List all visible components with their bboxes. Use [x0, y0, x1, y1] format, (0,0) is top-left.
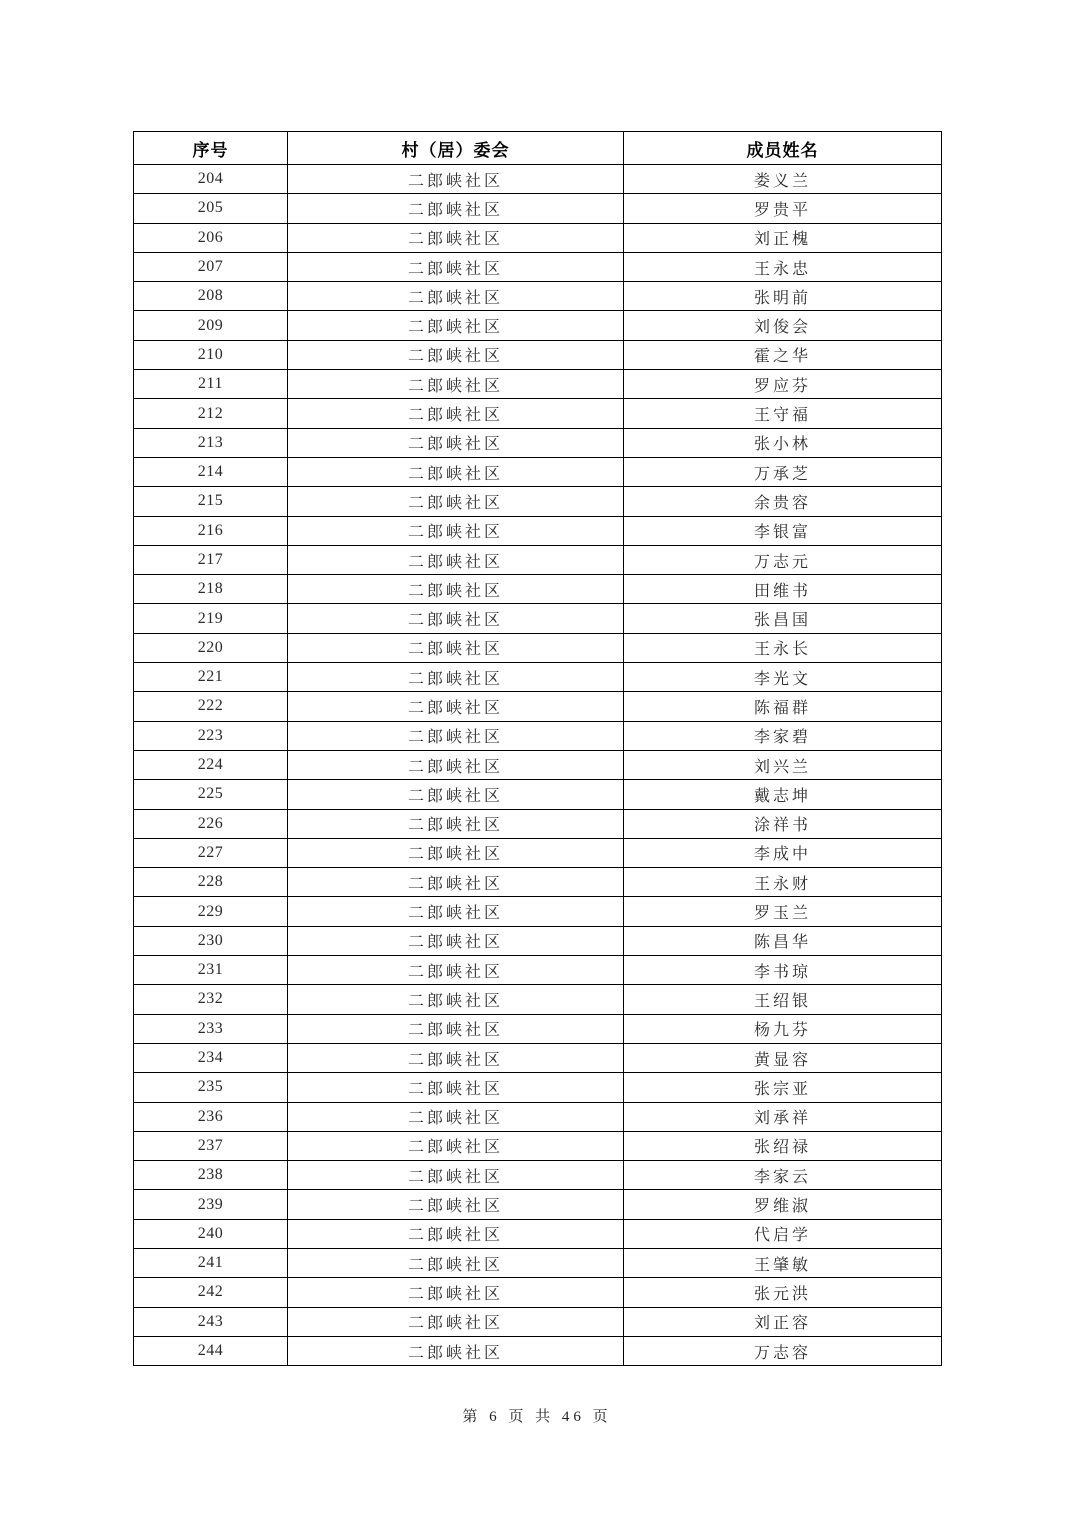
cell-committee: 二郎峡社区: [288, 1131, 624, 1160]
cell-no: 212: [134, 399, 288, 428]
table-header-row: [134, 132, 942, 165]
cell-committee: 二郎峡社区: [288, 897, 624, 926]
cell-name: 王绍银: [624, 985, 942, 1014]
col-header-index: 序号: [134, 132, 288, 165]
cell-no: 225: [134, 780, 288, 809]
cell-committee: 二郎峡社区: [288, 956, 624, 985]
cell-name: 田维书: [624, 575, 942, 604]
table-row: [134, 1073, 942, 1102]
cell-committee: 二郎峡社区: [288, 604, 624, 633]
cell-name: 张元洪: [624, 1278, 942, 1307]
cell-name: 刘正容: [624, 1307, 942, 1336]
table-row: [134, 1102, 942, 1131]
cell-committee: 二郎峡社区: [288, 545, 624, 574]
cell-committee: 二郎峡社区: [288, 721, 624, 750]
cell-no: 205: [134, 194, 288, 223]
table-row: [134, 633, 942, 662]
table-row: [134, 1278, 942, 1307]
table-row: [134, 780, 942, 809]
cell-name: 涂祥书: [624, 809, 942, 838]
cell-no: 232: [134, 985, 288, 1014]
table-row: [134, 956, 942, 985]
cell-no: 235: [134, 1073, 288, 1102]
cell-committee: 二郎峡社区: [288, 194, 624, 223]
cell-name: 罗贵平: [624, 194, 942, 223]
cell-committee: 二郎峡社区: [288, 985, 624, 1014]
cell-no: 227: [134, 838, 288, 867]
table-row: [134, 311, 942, 340]
table-row: [134, 926, 942, 955]
cell-committee: 二郎峡社区: [288, 487, 624, 516]
cell-name: 黄显容: [624, 1043, 942, 1072]
cell-no: 215: [134, 487, 288, 516]
cell-name: 罗应芬: [624, 370, 942, 399]
col-header-committee: 村（居）委会: [288, 132, 624, 165]
cell-name: 娄义兰: [624, 165, 942, 194]
cell-no: 236: [134, 1102, 288, 1131]
cell-committee: 二郎峡社区: [288, 1336, 624, 1365]
cell-committee: 二郎峡社区: [288, 311, 624, 340]
cell-name: 王永长: [624, 633, 942, 662]
cell-committee: 二郎峡社区: [288, 633, 624, 662]
cell-committee: 二郎峡社区: [288, 340, 624, 369]
cell-committee: 二郎峡社区: [288, 1248, 624, 1277]
cell-committee: 二郎峡社区: [288, 1014, 624, 1043]
table-row: [134, 1161, 942, 1190]
cell-committee: 二郎峡社区: [288, 399, 624, 428]
cell-no: 214: [134, 457, 288, 486]
cell-committee: 二郎峡社区: [288, 370, 624, 399]
table-row: [134, 487, 942, 516]
table-row: [134, 575, 942, 604]
table-row: [134, 1248, 942, 1277]
cell-name: 代启学: [624, 1219, 942, 1248]
cell-name: 张小林: [624, 428, 942, 457]
cell-name: 戴志坤: [624, 780, 942, 809]
cell-committee: 二郎峡社区: [288, 1073, 624, 1102]
table-row: [134, 985, 942, 1014]
cell-name: 张宗亚: [624, 1073, 942, 1102]
cell-name: 李光文: [624, 663, 942, 692]
table-row: [134, 516, 942, 545]
cell-committee: 二郎峡社区: [288, 1102, 624, 1131]
cell-no: 217: [134, 545, 288, 574]
cell-name: 王永忠: [624, 252, 942, 281]
cell-committee: 二郎峡社区: [288, 428, 624, 457]
cell-committee: 二郎峡社区: [288, 692, 624, 721]
cell-committee: 二郎峡社区: [288, 1190, 624, 1219]
cell-name: 万承芝: [624, 457, 942, 486]
table-row: [134, 165, 942, 194]
cell-no: 239: [134, 1190, 288, 1219]
cell-name: 王永财: [624, 868, 942, 897]
table-row: [134, 194, 942, 223]
cell-name: 王肇敏: [624, 1248, 942, 1277]
table-row: [134, 1336, 942, 1365]
table-row: [134, 223, 942, 252]
table-row: [134, 428, 942, 457]
cell-no: 231: [134, 956, 288, 985]
members-table: [133, 131, 942, 1366]
page-number-text: 第 6 页 共 46 页: [462, 1409, 612, 1425]
cell-committee: 二郎峡社区: [288, 282, 624, 311]
cell-name: 张明前: [624, 282, 942, 311]
cell-committee: 二郎峡社区: [288, 1161, 624, 1190]
cell-no: 243: [134, 1307, 288, 1336]
cell-name: 万志元: [624, 545, 942, 574]
cell-name: 李成中: [624, 838, 942, 867]
cell-name: 陈福群: [624, 692, 942, 721]
cell-name: 李书琼: [624, 956, 942, 985]
cell-no: 207: [134, 252, 288, 281]
table-row: [134, 663, 942, 692]
cell-no: 222: [134, 692, 288, 721]
col-header-member-name: 成员姓名: [624, 132, 942, 165]
cell-committee: 二郎峡社区: [288, 575, 624, 604]
cell-name: 李家云: [624, 1161, 942, 1190]
cell-no: 237: [134, 1131, 288, 1160]
cell-committee: 二郎峡社区: [288, 663, 624, 692]
cell-name: 张绍禄: [624, 1131, 942, 1160]
cell-no: 209: [134, 311, 288, 340]
table-row: [134, 370, 942, 399]
cell-name: 罗玉兰: [624, 897, 942, 926]
cell-no: 208: [134, 282, 288, 311]
table-row: [134, 750, 942, 779]
cell-name: 李家碧: [624, 721, 942, 750]
cell-no: 233: [134, 1014, 288, 1043]
table-row: [134, 692, 942, 721]
table-row: [134, 457, 942, 486]
cell-committee: 二郎峡社区: [288, 868, 624, 897]
cell-no: 211: [134, 370, 288, 399]
cell-committee: 二郎峡社区: [288, 926, 624, 955]
cell-committee: 二郎峡社区: [288, 516, 624, 545]
cell-no: 216: [134, 516, 288, 545]
cell-name: 罗维淑: [624, 1190, 942, 1219]
table-row: [134, 1131, 942, 1160]
cell-no: 244: [134, 1336, 288, 1365]
cell-no: 228: [134, 868, 288, 897]
table-row: [134, 252, 942, 281]
cell-no: 210: [134, 340, 288, 369]
cell-no: 229: [134, 897, 288, 926]
cell-no: 230: [134, 926, 288, 955]
cell-no: 224: [134, 750, 288, 779]
cell-name: 刘正槐: [624, 223, 942, 252]
table-row: [134, 897, 942, 926]
cell-name: 余贵容: [624, 487, 942, 516]
table-row: [134, 809, 942, 838]
cell-name: 张昌国: [624, 604, 942, 633]
cell-no: 219: [134, 604, 288, 633]
cell-name: 刘俊会: [624, 311, 942, 340]
cell-committee: 二郎峡社区: [288, 165, 624, 194]
cell-name: 陈昌华: [624, 926, 942, 955]
cell-committee: 二郎峡社区: [288, 1307, 624, 1336]
table-row: [134, 1307, 942, 1336]
cell-committee: 二郎峡社区: [288, 1278, 624, 1307]
cell-committee: 二郎峡社区: [288, 750, 624, 779]
table-row: [134, 868, 942, 897]
cell-committee: 二郎峡社区: [288, 838, 624, 867]
table-row: [134, 838, 942, 867]
table-row: [134, 1014, 942, 1043]
cell-committee: 二郎峡社区: [288, 457, 624, 486]
table-row: [134, 399, 942, 428]
table-row: [134, 1190, 942, 1219]
cell-name: 刘承祥: [624, 1102, 942, 1131]
cell-no: 220: [134, 633, 288, 662]
cell-no: 204: [134, 165, 288, 194]
cell-no: 206: [134, 223, 288, 252]
cell-name: 刘兴兰: [624, 750, 942, 779]
cell-committee: 二郎峡社区: [288, 223, 624, 252]
page-footer: [0, 1405, 1074, 1426]
table-row: [134, 1219, 942, 1248]
cell-committee: 二郎峡社区: [288, 809, 624, 838]
cell-no: 234: [134, 1043, 288, 1072]
table-row: [134, 604, 942, 633]
cell-name: 万志容: [624, 1336, 942, 1365]
cell-no: 240: [134, 1219, 288, 1248]
cell-no: 241: [134, 1248, 288, 1277]
cell-no: 238: [134, 1161, 288, 1190]
cell-name: 王守福: [624, 399, 942, 428]
cell-no: 242: [134, 1278, 288, 1307]
cell-no: 223: [134, 721, 288, 750]
cell-no: 213: [134, 428, 288, 457]
table-row: [134, 282, 942, 311]
cell-committee: 二郎峡社区: [288, 1043, 624, 1072]
cell-no: 226: [134, 809, 288, 838]
cell-committee: 二郎峡社区: [288, 780, 624, 809]
table-row: [134, 721, 942, 750]
table-row: [134, 1043, 942, 1072]
table-row: [134, 545, 942, 574]
cell-committee: 二郎峡社区: [288, 252, 624, 281]
cell-no: 221: [134, 663, 288, 692]
cell-committee: 二郎峡社区: [288, 1219, 624, 1248]
cell-name: 霍之华: [624, 340, 942, 369]
table-row: [134, 340, 942, 369]
cell-name: 李银富: [624, 516, 942, 545]
cell-no: 218: [134, 575, 288, 604]
cell-name: 杨九芬: [624, 1014, 942, 1043]
